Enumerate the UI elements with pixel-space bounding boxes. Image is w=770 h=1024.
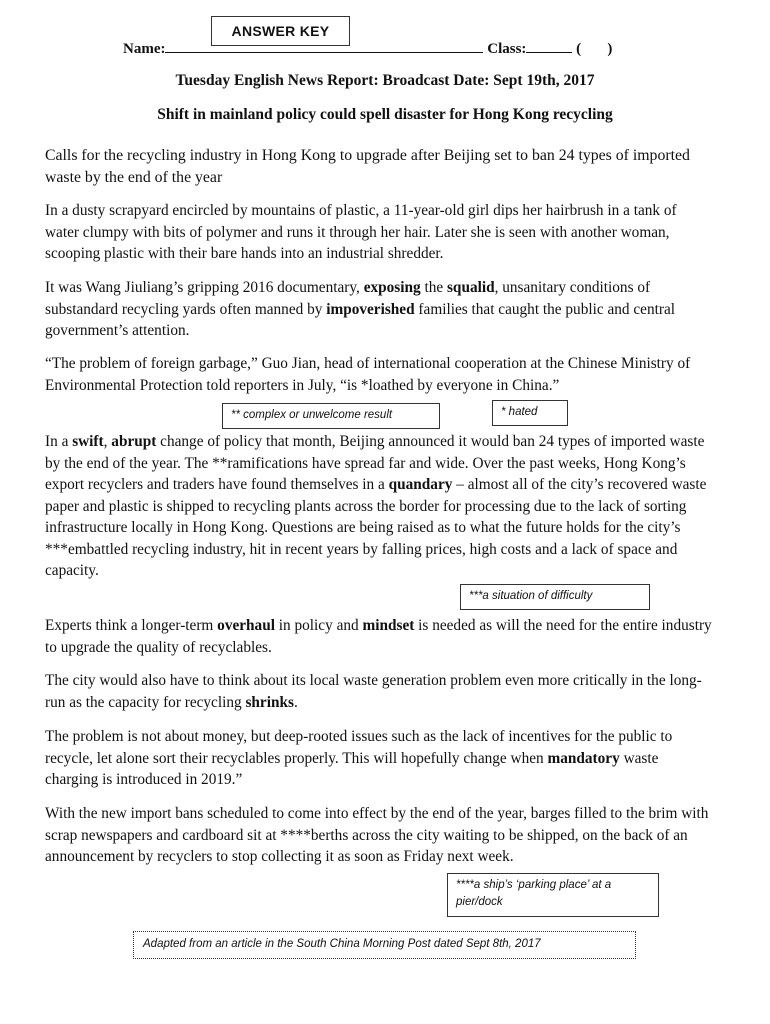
class-number-paren: ( ) [576,41,613,57]
vocab-abrupt: abrupt [111,433,157,450]
footnote-ramifications: ** complex or unwelcome result [222,403,440,429]
vocab-mandatory: mandatory [547,749,620,767]
vocab-quandary: quandary [388,476,453,493]
vocab-mindset: mindset [362,617,415,634]
paragraph-6-block [45,615,713,658]
vocab-swift: swift [72,433,104,450]
article-headline: Shift in mainland policy could spell disaster for Hong Kong recycling [157,106,613,123]
answer-key-label: ANSWER KEY [211,16,350,46]
name-class-line [123,38,612,58]
footnote-loathed: * hated [492,400,568,426]
paragraph-7-block [45,670,713,713]
paragraph-7: The city would also have to think about its local waste generation problem even more critically in the long-run as the capacity for recycling shrinks. [45,672,702,711]
vocab-exposing: exposing [363,279,421,296]
vocab-impoverished: impoverished [326,300,415,318]
name-blank[interactable] [165,38,483,53]
footnote-berths: ****a ship’s ‘parking place’ at a pier/dock [447,873,659,917]
class-blank[interactable] [526,38,572,53]
paragraph-1: Calls for the recycling industry in Hong Kong to upgrade after Beijing set to ban 24 types of imported waste by the end of the year [45,147,690,186]
broadcast-title: Tuesday English News Report: Broadcast Date: Sept 19th, 2017 [175,72,595,89]
paragraph-5-block [45,431,713,582]
paragraph-4: “The problem of foreign garbage,” Guo Jian, head of international cooperation at the Chinese Ministry of Environmental Protection told reporters in July, “is *loathed by everyone in China.” [45,355,691,394]
paragraph-8-block [45,726,713,791]
paragraph-3: It was Wang Jiuliang’s gripping 2016 documentary, exposing the squalid, unsanitary conditions of substandard recycling yards often manned by impoverished families that caught the public and central government’s attention. [45,279,675,339]
name-label: Name: [123,41,166,57]
paragraph-2: In a dusty scrapyard encircled by mountains of plastic, a 11-year-old girl dips her hairbrush in a tank of water clumpy with bits of polymer and runs it through her hair. Later she is seen with another woman, scooping plastic with their bare hands into an industrial shredder. [45,202,677,262]
vocab-squalid: squalid [446,279,495,296]
paragraph-5: In a swift, abrupt change of policy that month, Beijing announced it would ban 24 types of imported waste by the end of the year. The **ramifications have spread far and wide. Over the past weeks, Hong Kong’s export recyclers and traders have found themselves in a quandary – almost all of the city’s recovered waste paper and plastic is shipped to recycling plants across the border for processing due to the lack of sorting infrastructure locally in Hong Kong. Questions are being raised as to what the future holds for the city’s ***embattled recycling industry, hit in recent years by falling prices, high costs and a lack of space and capacity. [45,433,707,579]
source-attribution: Adapted from an article in the South China Morning Post dated Sept 8th, 2017 [133,931,636,959]
class-label: Class: [487,41,527,57]
paragraph-4-block [45,353,713,396]
paragraph-2-block [45,200,713,265]
footnote-quandary: ***a situation of difficulty [460,584,650,610]
paragraph-8: The problem is not about money, but deep-rooted issues such as the lack of incentives for the public to recycle, let alone sort their recyclables properly. This will hopefully change when mandatory waste charging is introduced in 2019.” [45,728,673,788]
paragraph-3-block [45,277,713,342]
article-subheading [45,145,713,189]
vocab-overhaul: overhaul [217,617,275,634]
vocab-shrinks: shrinks [245,693,294,711]
paragraph-9: With the new import bans scheduled to come into effect by the end of the year, barges filled to the brim with scrap newspapers and cardboard sit at ****berths across the city waiting to be shipped, on the back of an announcement by recyclers to stop collecting it as soon as Friday next week. [45,805,709,865]
paragraph-9-block [45,803,713,868]
paragraph-6: Experts think a longer-term overhaul in policy and mindset is needed as will the need for the entire industry to upgrade the quality of recyclables. [45,617,712,656]
